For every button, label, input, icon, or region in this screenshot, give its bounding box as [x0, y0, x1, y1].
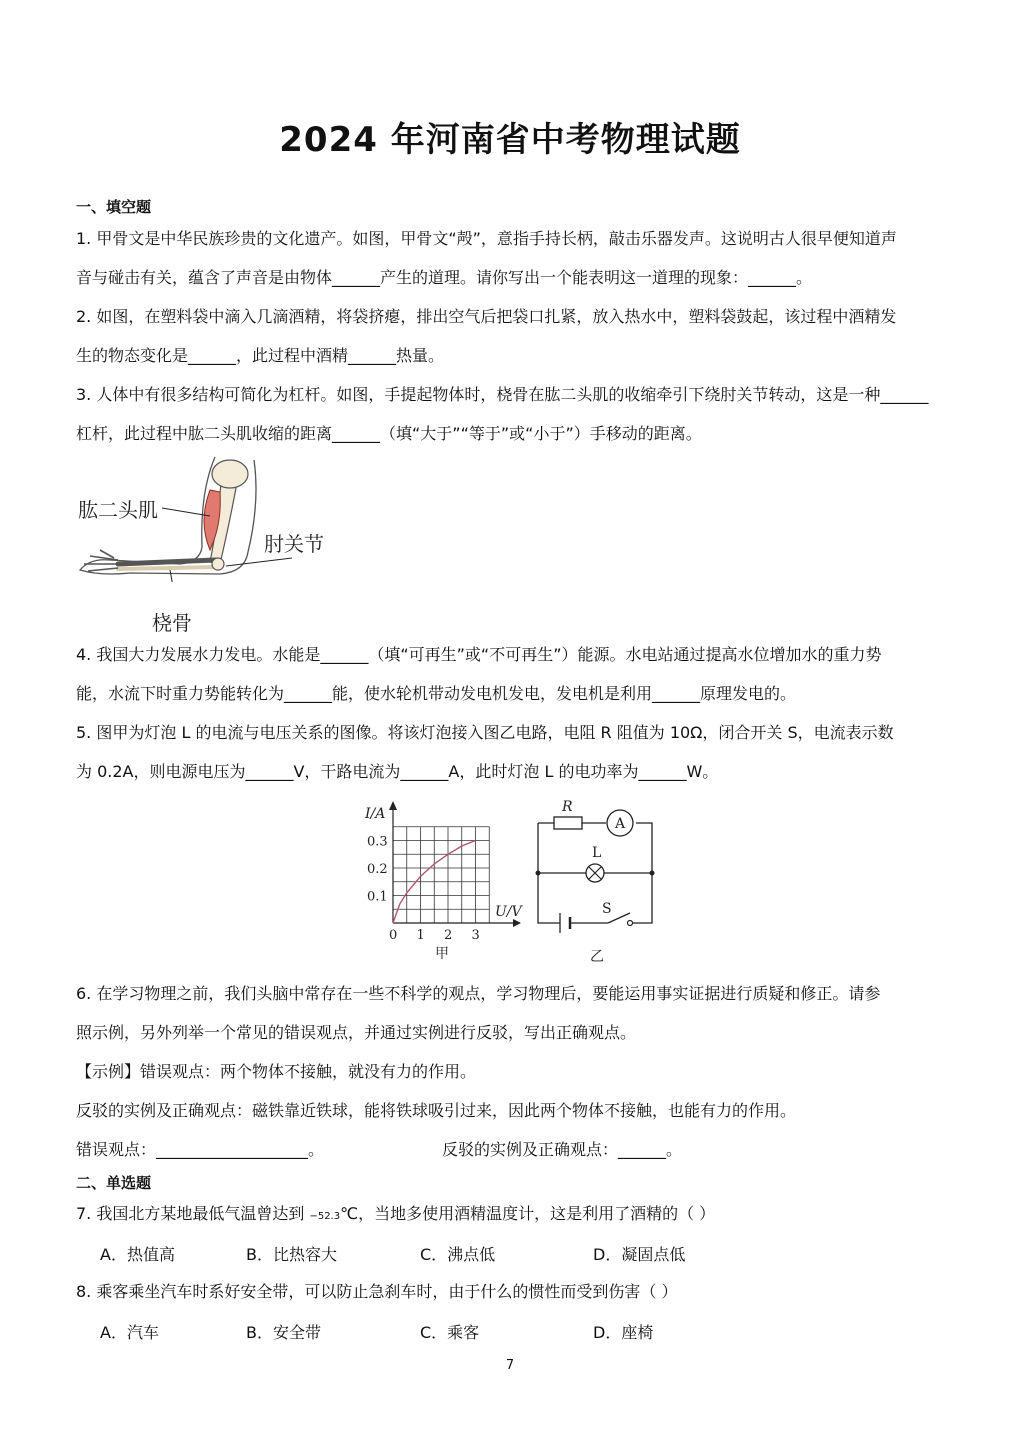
resistor	[554, 817, 582, 829]
q8-stem: 8. 乘客乘坐汽车时系好安全带，可以防止急刹车时，由于什么的惯性而受到伤害（ ）	[76, 1282, 678, 1301]
q6-example2: 反驳的实例及正确观点：磁铁靠近铁球，能将铁球吸引过来，因此两个物体不接触，也能有力的作用。	[76, 1101, 797, 1120]
page-number: 7	[505, 1358, 515, 1373]
q5-line1: 5. 图甲为灯泡 L 的电流与电压关系的图像。将该灯泡接入图乙电路，电阻 R 阻值为 10Ω，闭合开关 S，电流表示数	[76, 723, 894, 742]
chart-title: 甲	[435, 946, 449, 962]
label-elbow: 肘关节	[264, 532, 324, 556]
radius-leader	[170, 570, 174, 582]
forearm-bone	[118, 560, 215, 564]
switch-label: S	[602, 901, 612, 917]
label-radius: 桡骨	[152, 611, 192, 635]
q6-example1: 【示例】错误观点：两个物体不接触，就没有力的作用。	[76, 1062, 477, 1081]
q8-option-d[interactable]: D．座椅	[593, 1323, 654, 1342]
q4-line1: 4. 我国大力发展水力发电。水能是______（填“可再生”或“不可再生”）能源。水电站通过提高水位增加水的重力势	[76, 645, 882, 664]
q7-stem-b: ℃，当地多使用酒精温度计，这是利用了酒精的（ ）	[340, 1204, 716, 1223]
q7-option-b[interactable]: B．比热容大	[246, 1245, 337, 1264]
q1-line1: 1. 甲骨文是中华民族珍贵的文化遗产。如图，甲骨文“殸”，意指手持长柄，敲击乐器发声。这说明古人很早便知道声	[76, 229, 897, 248]
iu-chart	[355, 798, 530, 968]
x-tick-label: 0	[389, 928, 398, 943]
q2-line1: 2. 如图，在塑料袋中滴入几滴酒精，将袋挤瘪，排出空气后把袋口扎紧，放入热水中，塑料袋鼓起，该过程中酒精发	[76, 307, 897, 326]
x-axis-arrow	[513, 919, 521, 927]
y-axis-label: I/A	[365, 806, 386, 822]
q6-line2: 照示例，另外列举一个常见的错误观点，并通过实例进行反驳，写出正确观点。	[76, 1023, 637, 1042]
q1-line2: 音与碰击有关，蕴含了声音是由物体______产生的道理。请你写出一个能表明这一道理的现象：______。	[76, 268, 813, 287]
page-title: 2024 年河南省中考物理试题	[279, 120, 741, 160]
q4-line2: 能，水流下时重力势能转化为______能，使水轮机带动发电机发电，发电机是利用______原理发电的。	[76, 684, 797, 703]
q3-line1: 3. 人体中有很多结构可简化为杠杆。如图，手提起物体时，桡骨在肱二头肌的收缩牵引下绕肘关节转动，这是一种______	[76, 385, 929, 404]
elbow-leader	[226, 558, 292, 566]
label-biceps: 肱二头肌	[78, 498, 158, 522]
x-tick-label: 2	[444, 928, 453, 943]
q8-option-a[interactable]: A．汽车	[100, 1323, 159, 1342]
ammeter-symbol: A	[615, 816, 626, 832]
y-axis-arrow	[389, 801, 397, 810]
radius-bone	[118, 567, 215, 569]
q7-option-d[interactable]: D．凝固点低	[593, 1245, 686, 1264]
elbow-joint	[212, 558, 224, 570]
shoulder-joint	[212, 460, 248, 488]
q5-line2: 为 0.2A，则电源电压为______V，干路电流为______A，此时灯泡 L 的电功率为______W。	[76, 762, 719, 781]
q8-option-b[interactable]: B．安全带	[246, 1323, 321, 1342]
q2-line2: 生的物态变化是______，此过程中酒精______热量。	[76, 346, 445, 365]
section-single-choice: 二、单选题	[76, 1174, 152, 1192]
lamp-label: L	[592, 845, 602, 861]
q7-option-c[interactable]: C．沸点低	[420, 1245, 496, 1264]
junction-right	[650, 871, 655, 876]
x-axis-label: U/V	[495, 904, 522, 920]
circuit-diagram	[530, 795, 665, 965]
x-tick-label: 1	[416, 928, 425, 943]
circuit-title: 乙	[590, 949, 604, 965]
q7-stem	[76, 1203, 996, 1228]
junction-left	[536, 871, 541, 876]
q7-option-a[interactable]: A．热值高	[100, 1245, 175, 1264]
q7-temperature: −52.3	[309, 1211, 341, 1222]
q6-line1: 6. 在学习物理之前，我们头脑中常存在一些不科学的观点，学习物理后，要能运用事实证据进行质疑和修正。请参	[76, 984, 881, 1003]
q6-answer-b: 反驳的实例及正确观点：______。	[442, 1140, 683, 1159]
section-fill-in: 一、填空题	[76, 198, 152, 216]
resistor-label: R	[562, 799, 573, 815]
x-tick-label: 3	[471, 928, 480, 943]
q3-line2: 杠杆，此过程中肱二头肌收缩的距离______（填“大于”“等于”或“小于”）手移动的距离。	[76, 424, 702, 443]
y-tick-label: 0.1	[367, 889, 388, 905]
switch-contact	[628, 921, 633, 926]
q8-option-c[interactable]: C．乘客	[420, 1323, 480, 1342]
q7-stem-a: 7. 我国北方某地最低气温曾达到	[76, 1204, 310, 1223]
q6-answer-a: 错误观点：___________________。	[76, 1140, 325, 1159]
y-tick-label: 0.2	[367, 862, 388, 877]
y-tick-label: 0.3	[367, 834, 388, 850]
